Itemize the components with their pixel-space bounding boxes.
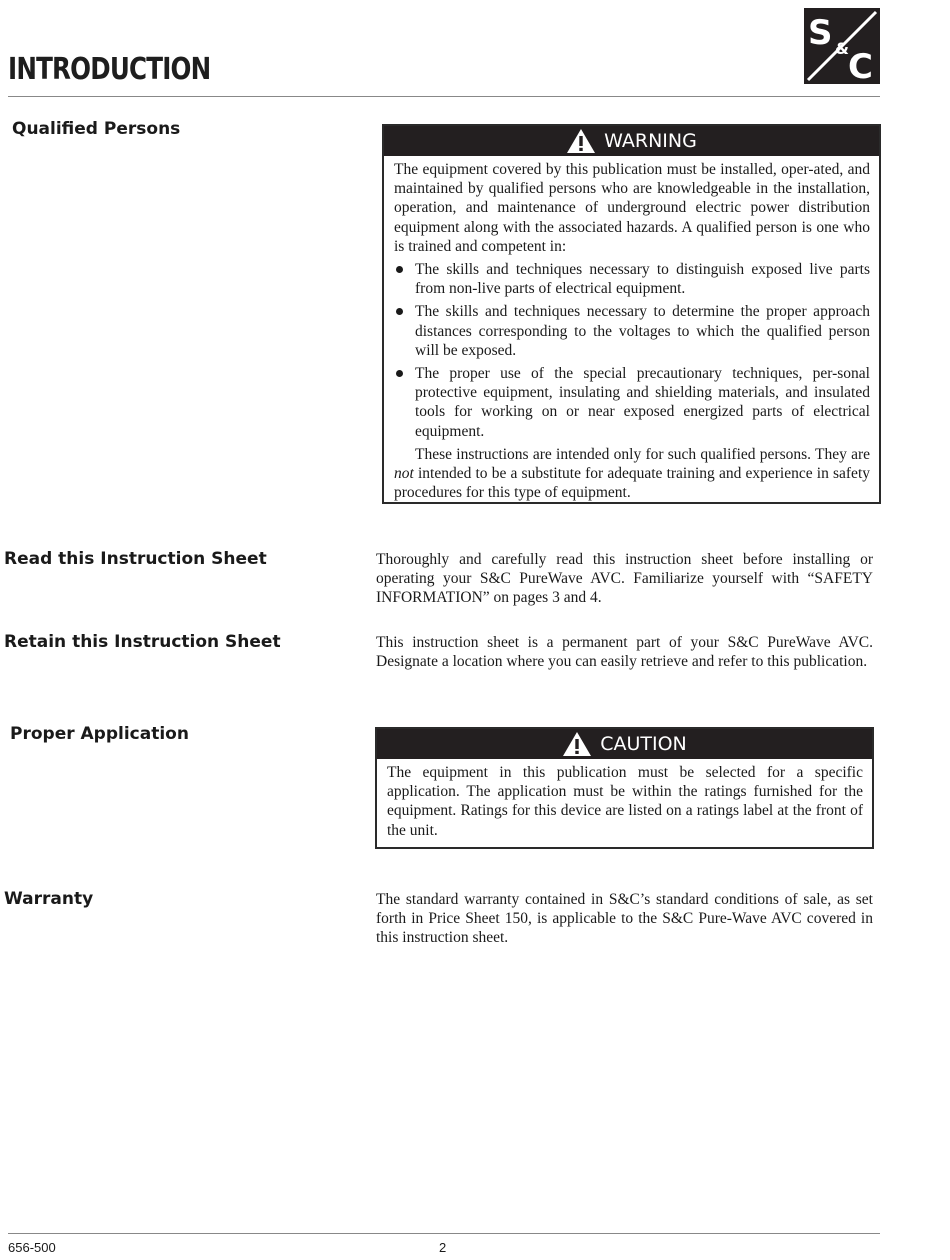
heading-retain-instruction-sheet: Retain this Instruction Sheet [4, 632, 281, 652]
title-divider [8, 96, 880, 97]
caution-body [377, 759, 872, 846]
warning-header [384, 126, 879, 156]
heading-qualified-persons: Qualified Persons [12, 119, 181, 139]
warning-box [382, 124, 881, 504]
footer-doc-number: 656-500 [8, 1240, 56, 1255]
warning-label: WARNING [604, 130, 697, 152]
warranty-paragraph: The standard warranty contained in S&C’s standard conditions of sale, as set forth in Price Sheet 150, is applicable to the S&C Pure-Wave AVC covered in this instruction sheet. [376, 891, 873, 947]
list-item: The skills and techniques necessary to determine the proper approach distances corresponding to the voltages to which the qualified person will be exposed. [394, 302, 870, 360]
footer-divider [8, 1233, 880, 1234]
sc-logo-icon [804, 8, 880, 84]
caution-box [375, 727, 874, 849]
caution-label: CAUTION [600, 733, 687, 755]
list-item: The skills and techniques necessary to distinguish exposed live parts from non-live parts of electrical equipment. [394, 260, 870, 298]
retain-paragraph: This instruction sheet is a permanent part of your S&C PureWave AVC. Designate a location where you can easily retrieve and refer to this publication. [376, 634, 873, 671]
page-title: INTRODUCTION [8, 52, 211, 87]
warning-triangle-icon [562, 731, 592, 757]
heading-warranty: Warranty [4, 889, 94, 909]
warning-bullet-list [394, 260, 870, 441]
read-paragraph: Thoroughly and carefully read this instruction sheet before installing or operating your S&C PureWave AVC. Familiarize yourself with “SAFETY INFORMATION” on pages 3 and 4. [376, 551, 873, 607]
caution-header [377, 729, 872, 759]
logo-ampersand: & [835, 39, 849, 58]
warning-triangle-icon [566, 128, 596, 154]
warning-closing: These instructions are intended only for such qualified persons. They are not intended to be a substitute for adequate training and experience in safety procedures for this type of equipment. [394, 445, 870, 502]
warning-intro: The equipment covered by this publication must be installed, oper-ated, and maintained by qualified persons who are knowledgeable in the installation, operation, and maintenance of underground electric power distribution equipment along with the associated hazards. A qualified person is one who is trained and competent in: [394, 161, 870, 255]
warning-body [384, 156, 879, 508]
emphasis-not: not [394, 465, 414, 483]
heading-proper-application: Proper Application [10, 724, 189, 744]
heading-read-instruction-sheet: Read this Instruction Sheet [4, 549, 267, 569]
logo-letter-s: S [808, 13, 833, 53]
list-item: The proper use of the special precautionary techniques, per-sonal protective equipment, insulating and shielding materials, and insulated tools for working on or near exposed energized parts of electrical equipment. [394, 364, 870, 441]
caution-text: The equipment in this publication must be selected for a specific application. The application must be within the ratings furnished for the equipment. Ratings for this device are listed on a ratings label at the front of the unit. [387, 764, 863, 839]
footer-page-number: 2 [439, 1240, 447, 1255]
logo-letter-c: C [848, 47, 873, 84]
